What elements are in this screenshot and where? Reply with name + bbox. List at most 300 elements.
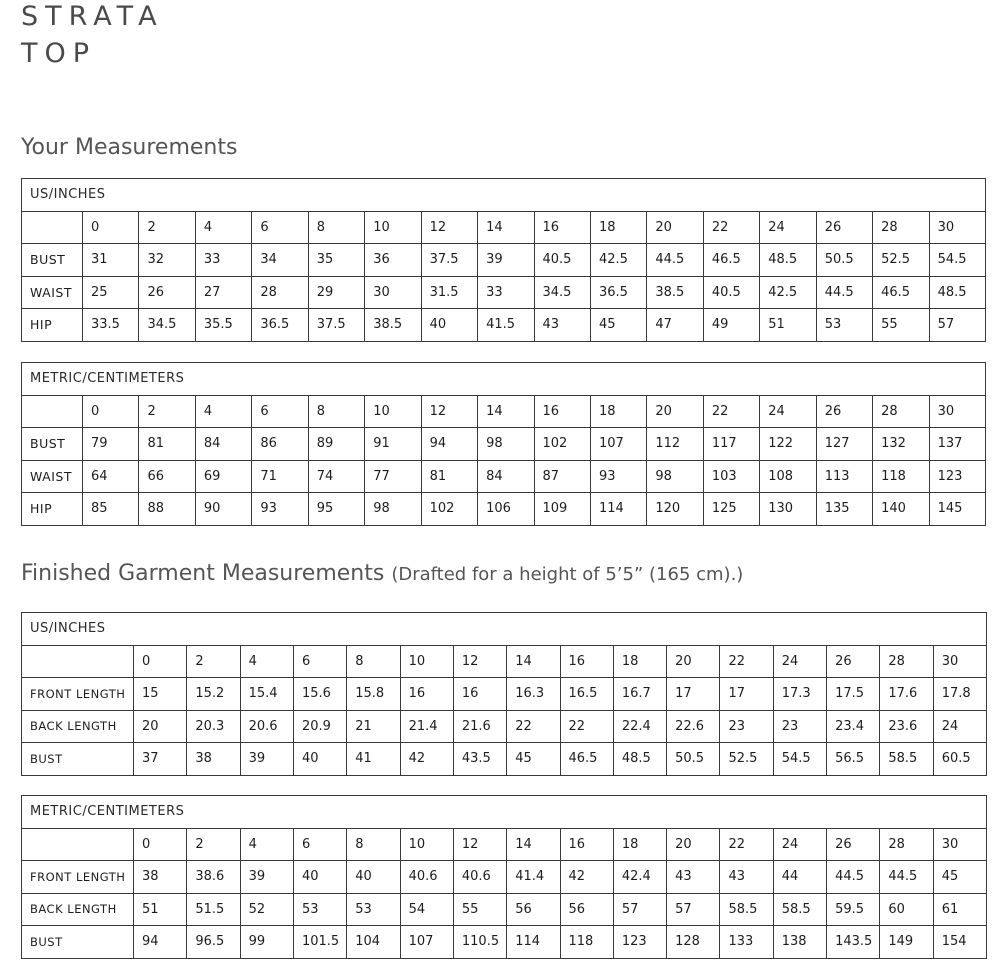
value-cell: 50.5 <box>816 244 872 277</box>
value-cell: 56 <box>560 893 613 926</box>
value-cell: 40 <box>293 861 346 894</box>
value-cell: 58.5 <box>880 743 933 776</box>
value-cell: 135 <box>816 493 872 526</box>
value-cell: 123 <box>929 460 985 493</box>
size-header-cell: 2 <box>139 211 195 244</box>
finished-garment-metric-table <box>21 795 987 959</box>
size-header-cell: 12 <box>421 395 477 428</box>
size-header-cell: 2 <box>187 645 240 678</box>
value-cell: 16 <box>453 678 506 711</box>
size-header-cell: 20 <box>667 645 720 678</box>
unit-row <box>22 613 987 646</box>
value-cell: 27 <box>195 276 251 309</box>
row-label: BACK LENGTH <box>22 893 134 926</box>
size-header-cell: 8 <box>347 645 400 678</box>
value-cell: 23 <box>773 710 826 743</box>
value-cell: 66 <box>139 460 195 493</box>
value-cell: 137 <box>929 428 985 461</box>
corner-cell <box>22 395 83 428</box>
value-cell: 71 <box>252 460 308 493</box>
value-cell: 31.5 <box>421 276 477 309</box>
your-measurements-heading: Your Measurements <box>21 135 238 160</box>
size-header-cell: 30 <box>933 828 986 861</box>
size-header-cell: 26 <box>827 828 880 861</box>
row-label: BUST <box>22 743 134 776</box>
value-cell: 60.5 <box>933 743 986 776</box>
value-cell: 48.5 <box>929 276 986 309</box>
value-cell: 16 <box>400 678 453 711</box>
value-cell: 59.5 <box>827 893 880 926</box>
value-cell: 41 <box>347 743 400 776</box>
value-cell: 15.2 <box>187 678 240 711</box>
value-cell: 17 <box>720 678 773 711</box>
size-header-cell: 2 <box>187 828 240 861</box>
size-header-row <box>22 211 986 244</box>
value-cell: 26 <box>139 276 195 309</box>
size-header-cell: 30 <box>933 645 986 678</box>
size-header-cell: 24 <box>760 211 816 244</box>
size-header-cell: 28 <box>880 645 933 678</box>
size-header-cell: 28 <box>880 828 933 861</box>
value-cell: 143.5 <box>827 926 880 959</box>
value-cell: 39 <box>240 743 293 776</box>
row-label: BUST <box>22 244 83 277</box>
value-cell: 107 <box>400 926 453 959</box>
row-label: HIP <box>22 493 83 526</box>
value-cell: 38.5 <box>365 309 421 342</box>
size-header-row <box>22 395 986 428</box>
value-cell: 69 <box>195 460 251 493</box>
value-cell: 145 <box>929 493 985 526</box>
product-title: STRATA <box>21 1 164 32</box>
table-row <box>22 926 987 959</box>
value-cell: 118 <box>560 926 613 959</box>
value-cell: 51 <box>760 309 816 342</box>
value-cell: 42.5 <box>760 276 816 309</box>
value-cell: 127 <box>816 428 872 461</box>
size-header-cell: 16 <box>560 828 613 861</box>
row-label: BACK LENGTH <box>22 710 134 743</box>
value-cell: 40.6 <box>400 861 453 894</box>
value-cell: 94 <box>134 926 187 959</box>
table-row <box>22 244 986 277</box>
value-cell: 123 <box>613 926 666 959</box>
unit-label: METRIC/CENTIMETERS <box>22 363 986 396</box>
value-cell: 42.4 <box>613 861 666 894</box>
size-header-row <box>22 645 987 678</box>
value-cell: 37 <box>134 743 187 776</box>
row-label: HIP <box>22 309 83 342</box>
value-cell: 21.6 <box>453 710 506 743</box>
corner-cell <box>22 828 134 861</box>
size-header-cell: 18 <box>590 395 646 428</box>
size-header-cell: 26 <box>827 645 880 678</box>
value-cell: 15 <box>134 678 187 711</box>
value-cell: 133 <box>720 926 773 959</box>
value-cell: 43 <box>534 309 590 342</box>
size-header-cell: 14 <box>507 645 560 678</box>
table-row <box>22 743 987 776</box>
value-cell: 44.5 <box>816 276 872 309</box>
size-header-cell: 22 <box>703 395 759 428</box>
value-cell: 39 <box>240 861 293 894</box>
value-cell: 32 <box>139 244 195 277</box>
value-cell: 44.5 <box>647 244 703 277</box>
size-header-cell: 4 <box>195 395 251 428</box>
value-cell: 33 <box>478 276 534 309</box>
value-cell: 64 <box>83 460 139 493</box>
value-cell: 17.8 <box>933 678 986 711</box>
value-cell: 54.5 <box>929 244 986 277</box>
size-header-cell: 22 <box>720 828 773 861</box>
table-row <box>22 309 986 342</box>
size-header-row <box>22 828 987 861</box>
size-header-cell: 12 <box>421 211 477 244</box>
value-cell: 96.5 <box>187 926 240 959</box>
value-cell: 122 <box>760 428 816 461</box>
value-cell: 45 <box>507 743 560 776</box>
size-header-cell: 12 <box>453 645 506 678</box>
value-cell: 16.7 <box>613 678 666 711</box>
value-cell: 52 <box>240 893 293 926</box>
value-cell: 53 <box>347 893 400 926</box>
value-cell: 93 <box>252 493 308 526</box>
value-cell: 55 <box>873 309 929 342</box>
value-cell: 47 <box>647 309 703 342</box>
value-cell: 38.6 <box>187 861 240 894</box>
table-row <box>22 710 987 743</box>
value-cell: 86 <box>252 428 308 461</box>
value-cell: 36.5 <box>252 309 308 342</box>
size-header-cell: 16 <box>560 645 613 678</box>
value-cell: 114 <box>590 493 646 526</box>
value-cell: 40 <box>293 743 346 776</box>
value-cell: 29 <box>308 276 364 309</box>
table-row <box>22 460 986 493</box>
size-header-cell: 4 <box>240 828 293 861</box>
value-cell: 49 <box>703 309 759 342</box>
value-cell: 24 <box>933 710 986 743</box>
size-header-cell: 14 <box>478 395 534 428</box>
value-cell: 54 <box>400 893 453 926</box>
size-header-cell: 16 <box>534 395 590 428</box>
size-header-cell: 16 <box>534 211 590 244</box>
size-header-cell: 6 <box>252 395 308 428</box>
finished-garment-height-note: (Drafted for a height of 5’5” (165 cm).) <box>391 564 744 585</box>
size-header-cell: 22 <box>720 645 773 678</box>
value-cell: 79 <box>83 428 139 461</box>
row-label: FRONT LENGTH <box>22 861 134 894</box>
value-cell: 98 <box>478 428 534 461</box>
size-header-cell: 10 <box>365 211 421 244</box>
value-cell: 41.4 <box>507 861 560 894</box>
value-cell: 34.5 <box>139 309 195 342</box>
row-label: FRONT LENGTH <box>22 678 134 711</box>
value-cell: 90 <box>195 493 251 526</box>
value-cell: 41.5 <box>478 309 534 342</box>
value-cell: 46.5 <box>873 276 929 309</box>
value-cell: 16.5 <box>560 678 613 711</box>
value-cell: 33.5 <box>83 309 139 342</box>
value-cell: 44 <box>773 861 826 894</box>
value-cell: 38 <box>187 743 240 776</box>
value-cell: 40.6 <box>453 861 506 894</box>
size-header-cell: 14 <box>507 828 560 861</box>
value-cell: 84 <box>195 428 251 461</box>
value-cell: 17.5 <box>827 678 880 711</box>
value-cell: 28 <box>252 276 308 309</box>
size-header-cell: 28 <box>873 395 929 428</box>
value-cell: 112 <box>647 428 703 461</box>
value-cell: 81 <box>421 460 477 493</box>
value-cell: 74 <box>308 460 364 493</box>
value-cell: 52.5 <box>720 743 773 776</box>
value-cell: 23 <box>720 710 773 743</box>
value-cell: 149 <box>880 926 933 959</box>
value-cell: 103 <box>703 460 759 493</box>
value-cell: 57 <box>613 893 666 926</box>
unit-label: US/INCHES <box>22 613 987 646</box>
size-header-cell: 8 <box>347 828 400 861</box>
value-cell: 55 <box>453 893 506 926</box>
value-cell: 106 <box>478 493 534 526</box>
value-cell: 56.5 <box>827 743 880 776</box>
size-header-cell: 30 <box>929 211 986 244</box>
row-label: BUST <box>22 428 83 461</box>
value-cell: 84 <box>478 460 534 493</box>
unit-row <box>22 363 986 396</box>
value-cell: 23.6 <box>880 710 933 743</box>
value-cell: 130 <box>760 493 816 526</box>
value-cell: 138 <box>773 926 826 959</box>
value-cell: 51 <box>134 893 187 926</box>
value-cell: 140 <box>873 493 929 526</box>
value-cell: 37.5 <box>308 309 364 342</box>
value-cell: 102 <box>534 428 590 461</box>
finished-garment-heading <box>21 563 743 585</box>
size-header-cell: 10 <box>400 828 453 861</box>
value-cell: 91 <box>365 428 421 461</box>
value-cell: 60 <box>880 893 933 926</box>
value-cell: 102 <box>421 493 477 526</box>
unit-label: US/INCHES <box>22 179 986 212</box>
value-cell: 17.3 <box>773 678 826 711</box>
value-cell: 48.5 <box>760 244 816 277</box>
value-cell: 20.6 <box>240 710 293 743</box>
value-cell: 36.5 <box>590 276 646 309</box>
size-header-cell: 20 <box>667 828 720 861</box>
size-header-cell: 24 <box>760 395 816 428</box>
value-cell: 46.5 <box>560 743 613 776</box>
value-cell: 52.5 <box>873 244 929 277</box>
value-cell: 98 <box>365 493 421 526</box>
value-cell: 43 <box>667 861 720 894</box>
unit-label: METRIC/CENTIMETERS <box>22 796 987 829</box>
value-cell: 40.5 <box>534 244 590 277</box>
value-cell: 22 <box>560 710 613 743</box>
value-cell: 51.5 <box>187 893 240 926</box>
size-header-cell: 6 <box>252 211 308 244</box>
value-cell: 57 <box>929 309 986 342</box>
value-cell: 108 <box>760 460 816 493</box>
value-cell: 16.3 <box>507 678 560 711</box>
value-cell: 40 <box>421 309 477 342</box>
value-cell: 53 <box>816 309 872 342</box>
size-header-cell: 2 <box>139 395 195 428</box>
size-header-cell: 12 <box>453 828 506 861</box>
value-cell: 87 <box>534 460 590 493</box>
your-measurements-metric-table <box>21 362 986 526</box>
value-cell: 110.5 <box>453 926 506 959</box>
value-cell: 120 <box>647 493 703 526</box>
value-cell: 37.5 <box>421 244 477 277</box>
value-cell: 154 <box>933 926 986 959</box>
size-header-cell: 14 <box>478 211 534 244</box>
value-cell: 36 <box>365 244 421 277</box>
value-cell: 77 <box>365 460 421 493</box>
value-cell: 46.5 <box>703 244 759 277</box>
value-cell: 81 <box>139 428 195 461</box>
size-header-cell: 18 <box>613 828 666 861</box>
value-cell: 56 <box>507 893 560 926</box>
row-label: WAIST <box>22 460 83 493</box>
value-cell: 20 <box>134 710 187 743</box>
value-cell: 88 <box>139 493 195 526</box>
size-header-cell: 28 <box>873 211 929 244</box>
value-cell: 85 <box>83 493 139 526</box>
size-header-cell: 26 <box>816 211 872 244</box>
size-header-cell: 22 <box>703 211 759 244</box>
value-cell: 33 <box>195 244 251 277</box>
value-cell: 45 <box>933 861 986 894</box>
value-cell: 104 <box>347 926 400 959</box>
size-header-cell: 0 <box>83 395 139 428</box>
value-cell: 125 <box>703 493 759 526</box>
your-measurements-us-table <box>21 178 986 342</box>
value-cell: 38.5 <box>647 276 703 309</box>
value-cell: 53 <box>293 893 346 926</box>
value-cell: 45 <box>590 309 646 342</box>
value-cell: 17.6 <box>880 678 933 711</box>
value-cell: 113 <box>816 460 872 493</box>
size-header-cell: 10 <box>400 645 453 678</box>
value-cell: 15.4 <box>240 678 293 711</box>
value-cell: 22.6 <box>667 710 720 743</box>
value-cell: 30 <box>365 276 421 309</box>
value-cell: 93 <box>590 460 646 493</box>
table-row <box>22 893 987 926</box>
value-cell: 42 <box>400 743 453 776</box>
size-header-cell: 6 <box>293 645 346 678</box>
row-label: BUST <box>22 926 134 959</box>
value-cell: 54.5 <box>773 743 826 776</box>
value-cell: 114 <box>507 926 560 959</box>
corner-cell <box>22 211 83 244</box>
value-cell: 109 <box>534 493 590 526</box>
value-cell: 31 <box>83 244 139 277</box>
unit-row <box>22 179 986 212</box>
value-cell: 15.8 <box>347 678 400 711</box>
value-cell: 15.6 <box>293 678 346 711</box>
value-cell: 132 <box>873 428 929 461</box>
table-row <box>22 428 986 461</box>
finished-garment-us-table <box>21 612 987 776</box>
value-cell: 21.4 <box>400 710 453 743</box>
size-header-cell: 10 <box>365 395 421 428</box>
value-cell: 40.5 <box>703 276 759 309</box>
value-cell: 94 <box>421 428 477 461</box>
value-cell: 20.9 <box>293 710 346 743</box>
size-header-cell: 6 <box>293 828 346 861</box>
value-cell: 101.5 <box>293 926 346 959</box>
table-row <box>22 493 986 526</box>
value-cell: 21 <box>347 710 400 743</box>
value-cell: 23.4 <box>827 710 880 743</box>
value-cell: 118 <box>873 460 929 493</box>
value-cell: 107 <box>590 428 646 461</box>
value-cell: 57 <box>667 893 720 926</box>
value-cell: 35.5 <box>195 309 251 342</box>
size-header-cell: 26 <box>816 395 872 428</box>
size-header-cell: 0 <box>134 645 187 678</box>
value-cell: 58.5 <box>720 893 773 926</box>
value-cell: 48.5 <box>613 743 666 776</box>
size-header-cell: 0 <box>134 828 187 861</box>
value-cell: 99 <box>240 926 293 959</box>
size-header-cell: 18 <box>613 645 666 678</box>
value-cell: 43 <box>720 861 773 894</box>
finished-garment-heading-title: Finished Garment Measurements <box>21 561 385 586</box>
size-header-cell: 8 <box>308 395 364 428</box>
value-cell: 20.3 <box>187 710 240 743</box>
value-cell: 61 <box>933 893 986 926</box>
value-cell: 34.5 <box>534 276 590 309</box>
size-header-cell: 4 <box>240 645 293 678</box>
value-cell: 117 <box>703 428 759 461</box>
size-header-cell: 24 <box>773 828 826 861</box>
size-header-cell: 30 <box>929 395 985 428</box>
value-cell: 44.5 <box>880 861 933 894</box>
table-row <box>22 861 987 894</box>
value-cell: 40 <box>347 861 400 894</box>
value-cell: 128 <box>667 926 720 959</box>
value-cell: 44.5 <box>827 861 880 894</box>
value-cell: 95 <box>308 493 364 526</box>
value-cell: 42.5 <box>590 244 646 277</box>
table-row <box>22 678 987 711</box>
table-row <box>22 276 986 309</box>
size-header-cell: 18 <box>590 211 646 244</box>
value-cell: 35 <box>308 244 364 277</box>
value-cell: 42 <box>560 861 613 894</box>
row-label: WAIST <box>22 276 83 309</box>
size-header-cell: 20 <box>647 211 703 244</box>
size-header-cell: 20 <box>647 395 703 428</box>
value-cell: 38 <box>134 861 187 894</box>
value-cell: 39 <box>478 244 534 277</box>
value-cell: 17 <box>667 678 720 711</box>
size-header-cell: 0 <box>83 211 139 244</box>
value-cell: 25 <box>83 276 139 309</box>
value-cell: 98 <box>647 460 703 493</box>
corner-cell <box>22 645 134 678</box>
value-cell: 89 <box>308 428 364 461</box>
value-cell: 43.5 <box>453 743 506 776</box>
value-cell: 58.5 <box>773 893 826 926</box>
value-cell: 22.4 <box>613 710 666 743</box>
product-title-line-2: TOP <box>21 38 97 69</box>
value-cell: 34 <box>252 244 308 277</box>
